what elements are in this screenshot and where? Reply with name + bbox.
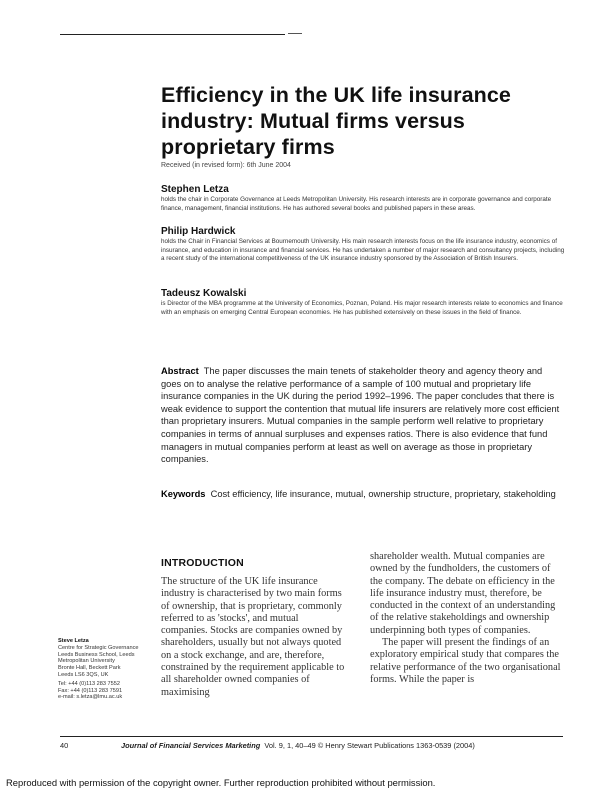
sidenote-line: Tel: +44 (0)113 283 7552 [58, 680, 120, 687]
article-title [161, 82, 561, 160]
sidenote-line: e-mail: s.letza@lmu.ac.uk [58, 694, 123, 701]
sidenote-line: Leeds LS6 3QS, UK [58, 671, 109, 678]
author-bio: holds the chair in Corporate Governance at Leeds Metropolitan University. His research interests are in corporate governance and corporate finance, management, financial institutions. He has authored several books and published papers in these areas. [161, 196, 552, 212]
page-number: 40 [60, 741, 69, 750]
author-block [161, 184, 567, 213]
keywords-label: Keywords [161, 489, 206, 499]
keywords-text: Cost efficiency, life insurance, mutual, ownership structure, proprietary, stakeholding [210, 489, 556, 499]
top-rule [60, 34, 285, 35]
keywords [161, 488, 563, 501]
received-date: Received (in revised form): 6th June 2004 [161, 162, 291, 169]
sidenote-line: Fax: +44 (0)113 283 7591 [58, 687, 123, 694]
intro-left-column: The structure of the UK life insurance industry is characterised by two main forms of ownership, that is proprietary, commonly referred to as 'stocks', and mutual companies. Stocks are companies owned by shareholders, usually but not always quoted on a stock exchange, and are, therefore, constrained by the requirement applicable to all shareholder owned companies of maximising [161, 576, 345, 698]
introduction-heading: INTRODUCTION [161, 557, 244, 569]
reproduction-notice: Reproduced with permission of the copyright owner. Further reproduction prohibited without permission. [6, 777, 436, 788]
abstract [161, 365, 563, 466]
top-rule-tick [288, 33, 302, 34]
title-line: industry: Mutual firms versus [161, 109, 465, 133]
footer-rule [60, 736, 563, 737]
sidenote-line: Metropolitan University [58, 658, 115, 665]
sidenote-line: Centre for Strategic Governance [58, 644, 139, 651]
intro-right-column [370, 551, 563, 686]
author-bio: is Director of the MBA programme at the University of Economics, Poznan, Poland. His major research interests relate to economics and finance with an emphasis on emerging Central European economies. He has published extensively on these issues in the field of finance. [161, 300, 563, 316]
author-name: Stephen Letza [161, 184, 229, 195]
author-block [161, 226, 567, 264]
intro-paragraph: shareholder wealth. Mutual companies are owned by the fundholders, the customers of the company. The debate on efficiency in the life insurance industry must, therefore, be conducted in the context of an understanding of the relative stakeholdings and ownership underpinning both types of companies. [370, 551, 556, 636]
author-bio: holds the Chair in Financial Services at Bournemouth University. His main research interests focus on the life insurance industry, economics of insurance, and education in insurance and financial services. He has undertaken a number of major research and consultancy projects, including a recent study of the international competitiveness of the UK insurance industry sponsored by the Association of British Insurers. [161, 238, 565, 263]
journal-citation [121, 741, 475, 750]
citation-details: Vol. 9, 1, 40–49 © Henry Stewart Publications 1363-0539 (2004) [264, 741, 475, 750]
correspondence-note [58, 638, 153, 701]
journal-name: Journal of Financial Services Marketing [121, 741, 261, 750]
author-block [161, 288, 567, 317]
abstract-text: The paper discusses the main tenets of stakeholder theory and agency theory and goes on to analyse the relative performance of a sample of 100 mutual and proprietary life insurance companies in the UK during the period 1992–1996. The paper concludes that there is weak evidence to support the contention that mutual life insurers are relatively more cost efficient than proprietary insurers. Mutual companies in the sample perform well relative to proprietary companies in terms of annual surpluses and expenses ratios. There is also evidence that fund managers in mutual companies perform at least as well on average as those in proprietary companies. [161, 366, 560, 465]
abstract-label: Abstract [161, 366, 199, 376]
sidenote-title: Steve Letza [58, 638, 89, 644]
author-name: Philip Hardwick [161, 226, 236, 237]
sidenote-line: Bronte Hall, Beckett Park [58, 665, 121, 672]
title-line: Efficiency in the UK life insurance [161, 83, 511, 107]
author-name: Tadeusz Kowalski [161, 288, 247, 299]
sidenote-line: Leeds Business School, Leeds [58, 651, 135, 658]
title-line: proprietary firms [161, 135, 335, 159]
intro-paragraph: The paper will present the findings of an exploratory empirical study that compares the relative performance of the two organisational forms. While the paper is [370, 637, 561, 685]
